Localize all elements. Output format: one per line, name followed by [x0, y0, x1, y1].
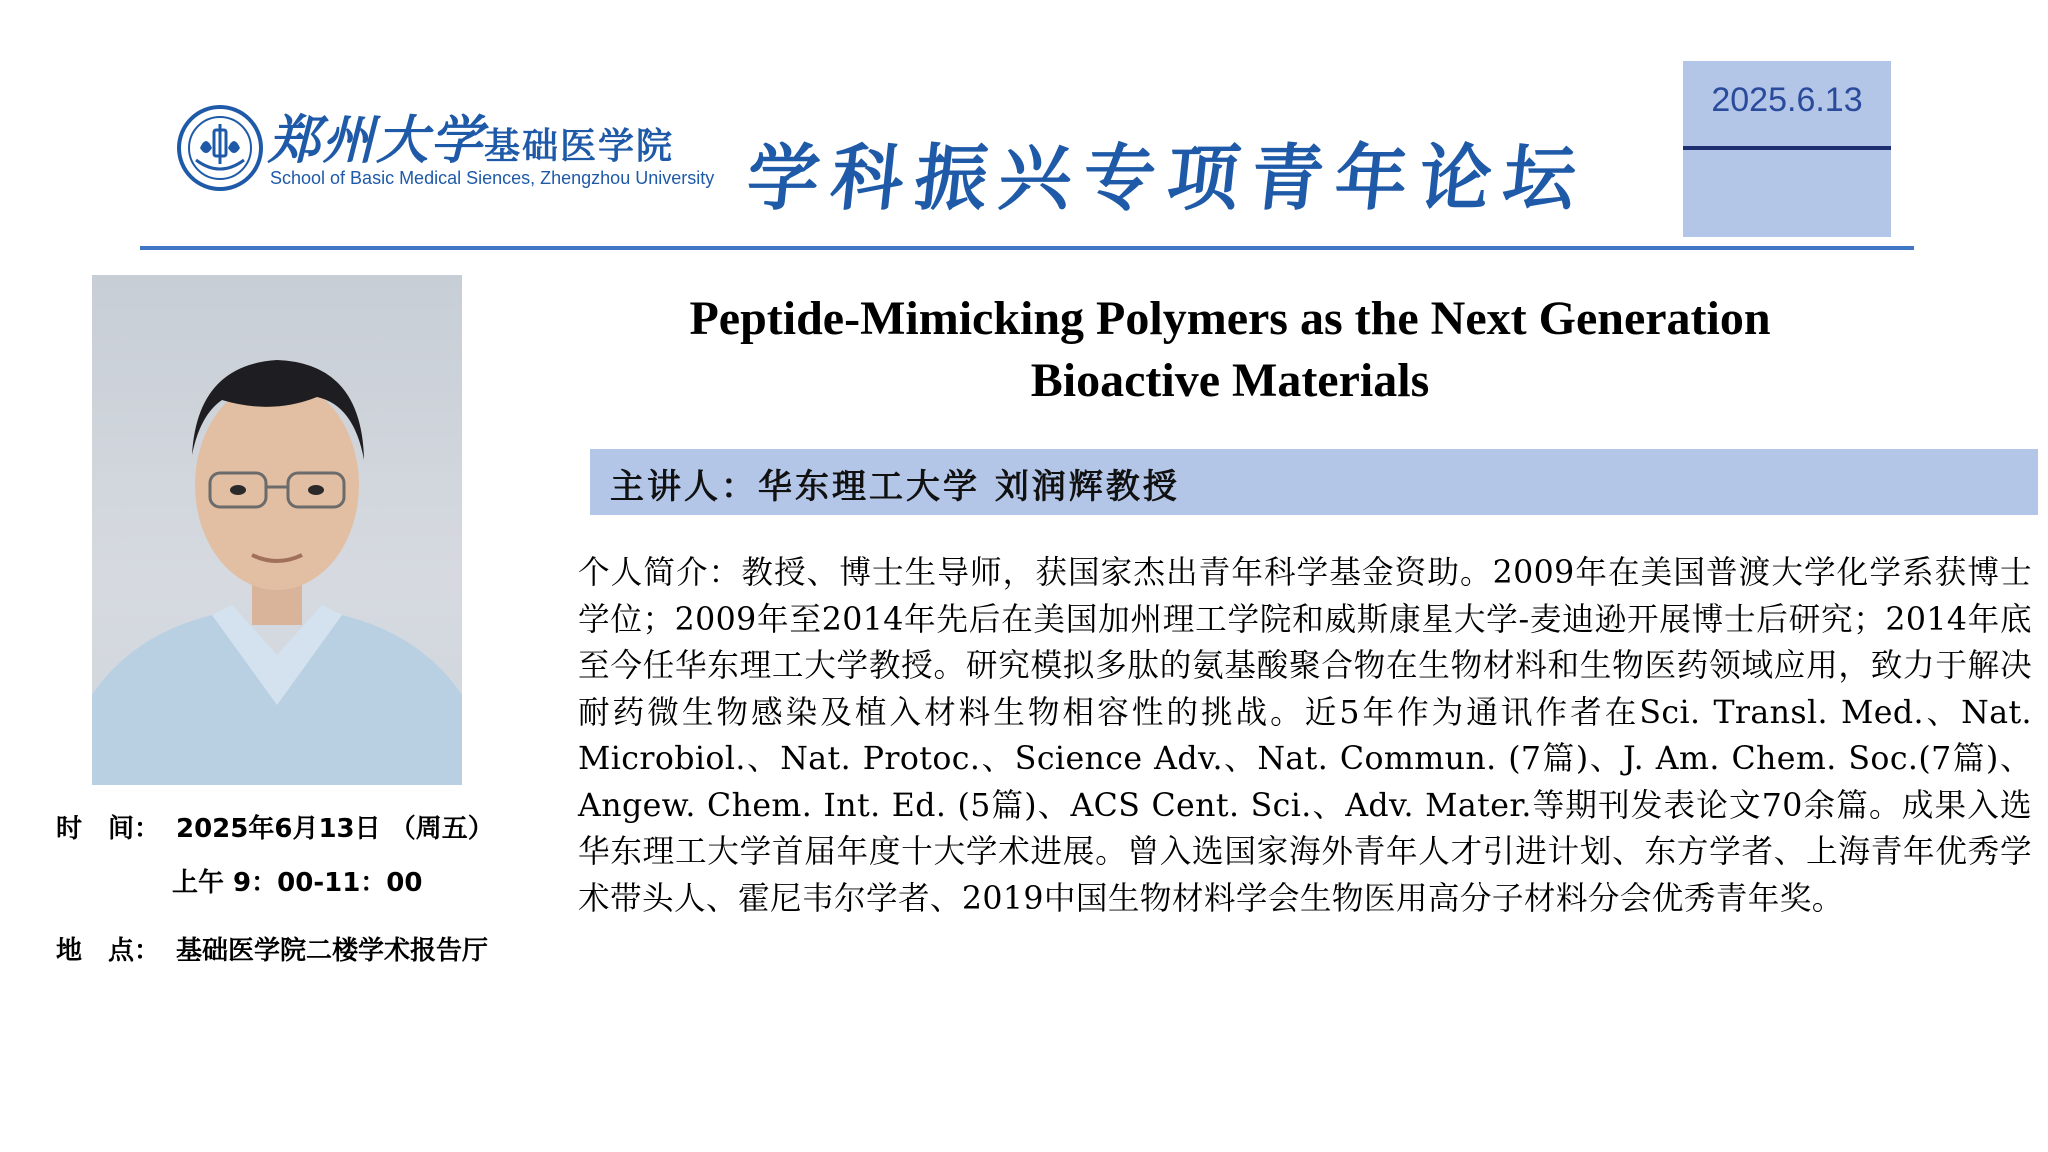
- talk-title: [560, 288, 1900, 412]
- talk-title-line-2: Bioactive Materials: [1030, 354, 1430, 407]
- header-divider: [140, 246, 1914, 250]
- time-label: 时 间：: [56, 814, 161, 844]
- speaker-bar: [590, 449, 2038, 515]
- forum-title: 学科振兴专项青年论坛: [742, 136, 1592, 220]
- event-place-row: [56, 930, 488, 967]
- university-name: 郑州大学: [268, 110, 485, 171]
- school-name-en: School of Basic Medical Siences, Zhengzhou University: [270, 168, 715, 188]
- college-name: 基础医学院: [484, 125, 675, 167]
- place-value: 基础医学院二楼学术报告厅: [176, 936, 489, 966]
- speaker-text: 主讲人：华东理工大学 刘润辉教授: [610, 467, 1180, 507]
- speaker-photo: [92, 275, 462, 785]
- date-underline: [1683, 146, 1891, 150]
- date-badge: [1683, 61, 1891, 237]
- school-name-cn: [268, 98, 674, 173]
- place-label: 地 点：: [56, 936, 161, 966]
- time-value-2: 上午 9：00-11：00: [172, 868, 423, 898]
- speaker-bio: 个人简介：教授、博士生导师，获国家杰出青年科学基金资助。2009年在美国普渡大学化学系获博士学位；2009年至2014年先后在美国加州理工学院和威斯康星大学-麦迪逊开展博士后研究；2014年底至今任华东理工大学教授。研究模拟多肽的氨基酸聚合物在生物材料和生物医药领域应用，致力于解决耐药微生物感染及植入材料生物相容性的挑战。近5年作为通讯作者在Sci. Transl. Med.、Nat. Microbiol.、Nat. Protoc.、Science Adv.、Nat. Commun. (7篇)、J. Am. Chem. Soc.(7篇)、Angew. Chem. Int. Ed. (5篇)、ACS Cent. Sci.、Adv. Mater.等期刊发表论文70余篇。成果入选华东理工大学首届年度十大学术进展。曾入选国家海外青年人才引进计划、东方学者、上海青年优秀学术带头人、霍尼韦尔学者、2019中国生物材料学会生物医用高分子材料分会优秀青年奖。: [578, 555, 2032, 917]
- talk-title-line-1: Peptide-Mimicking Polymers as the Next Generation: [689, 292, 1771, 345]
- university-seal-icon: [176, 104, 264, 192]
- time-value: 2025年6月13日 （周五）: [176, 814, 494, 844]
- date-text: 2025.6.13: [1711, 81, 1863, 119]
- event-time-row: [56, 808, 494, 845]
- event-time-row-2: [172, 862, 422, 899]
